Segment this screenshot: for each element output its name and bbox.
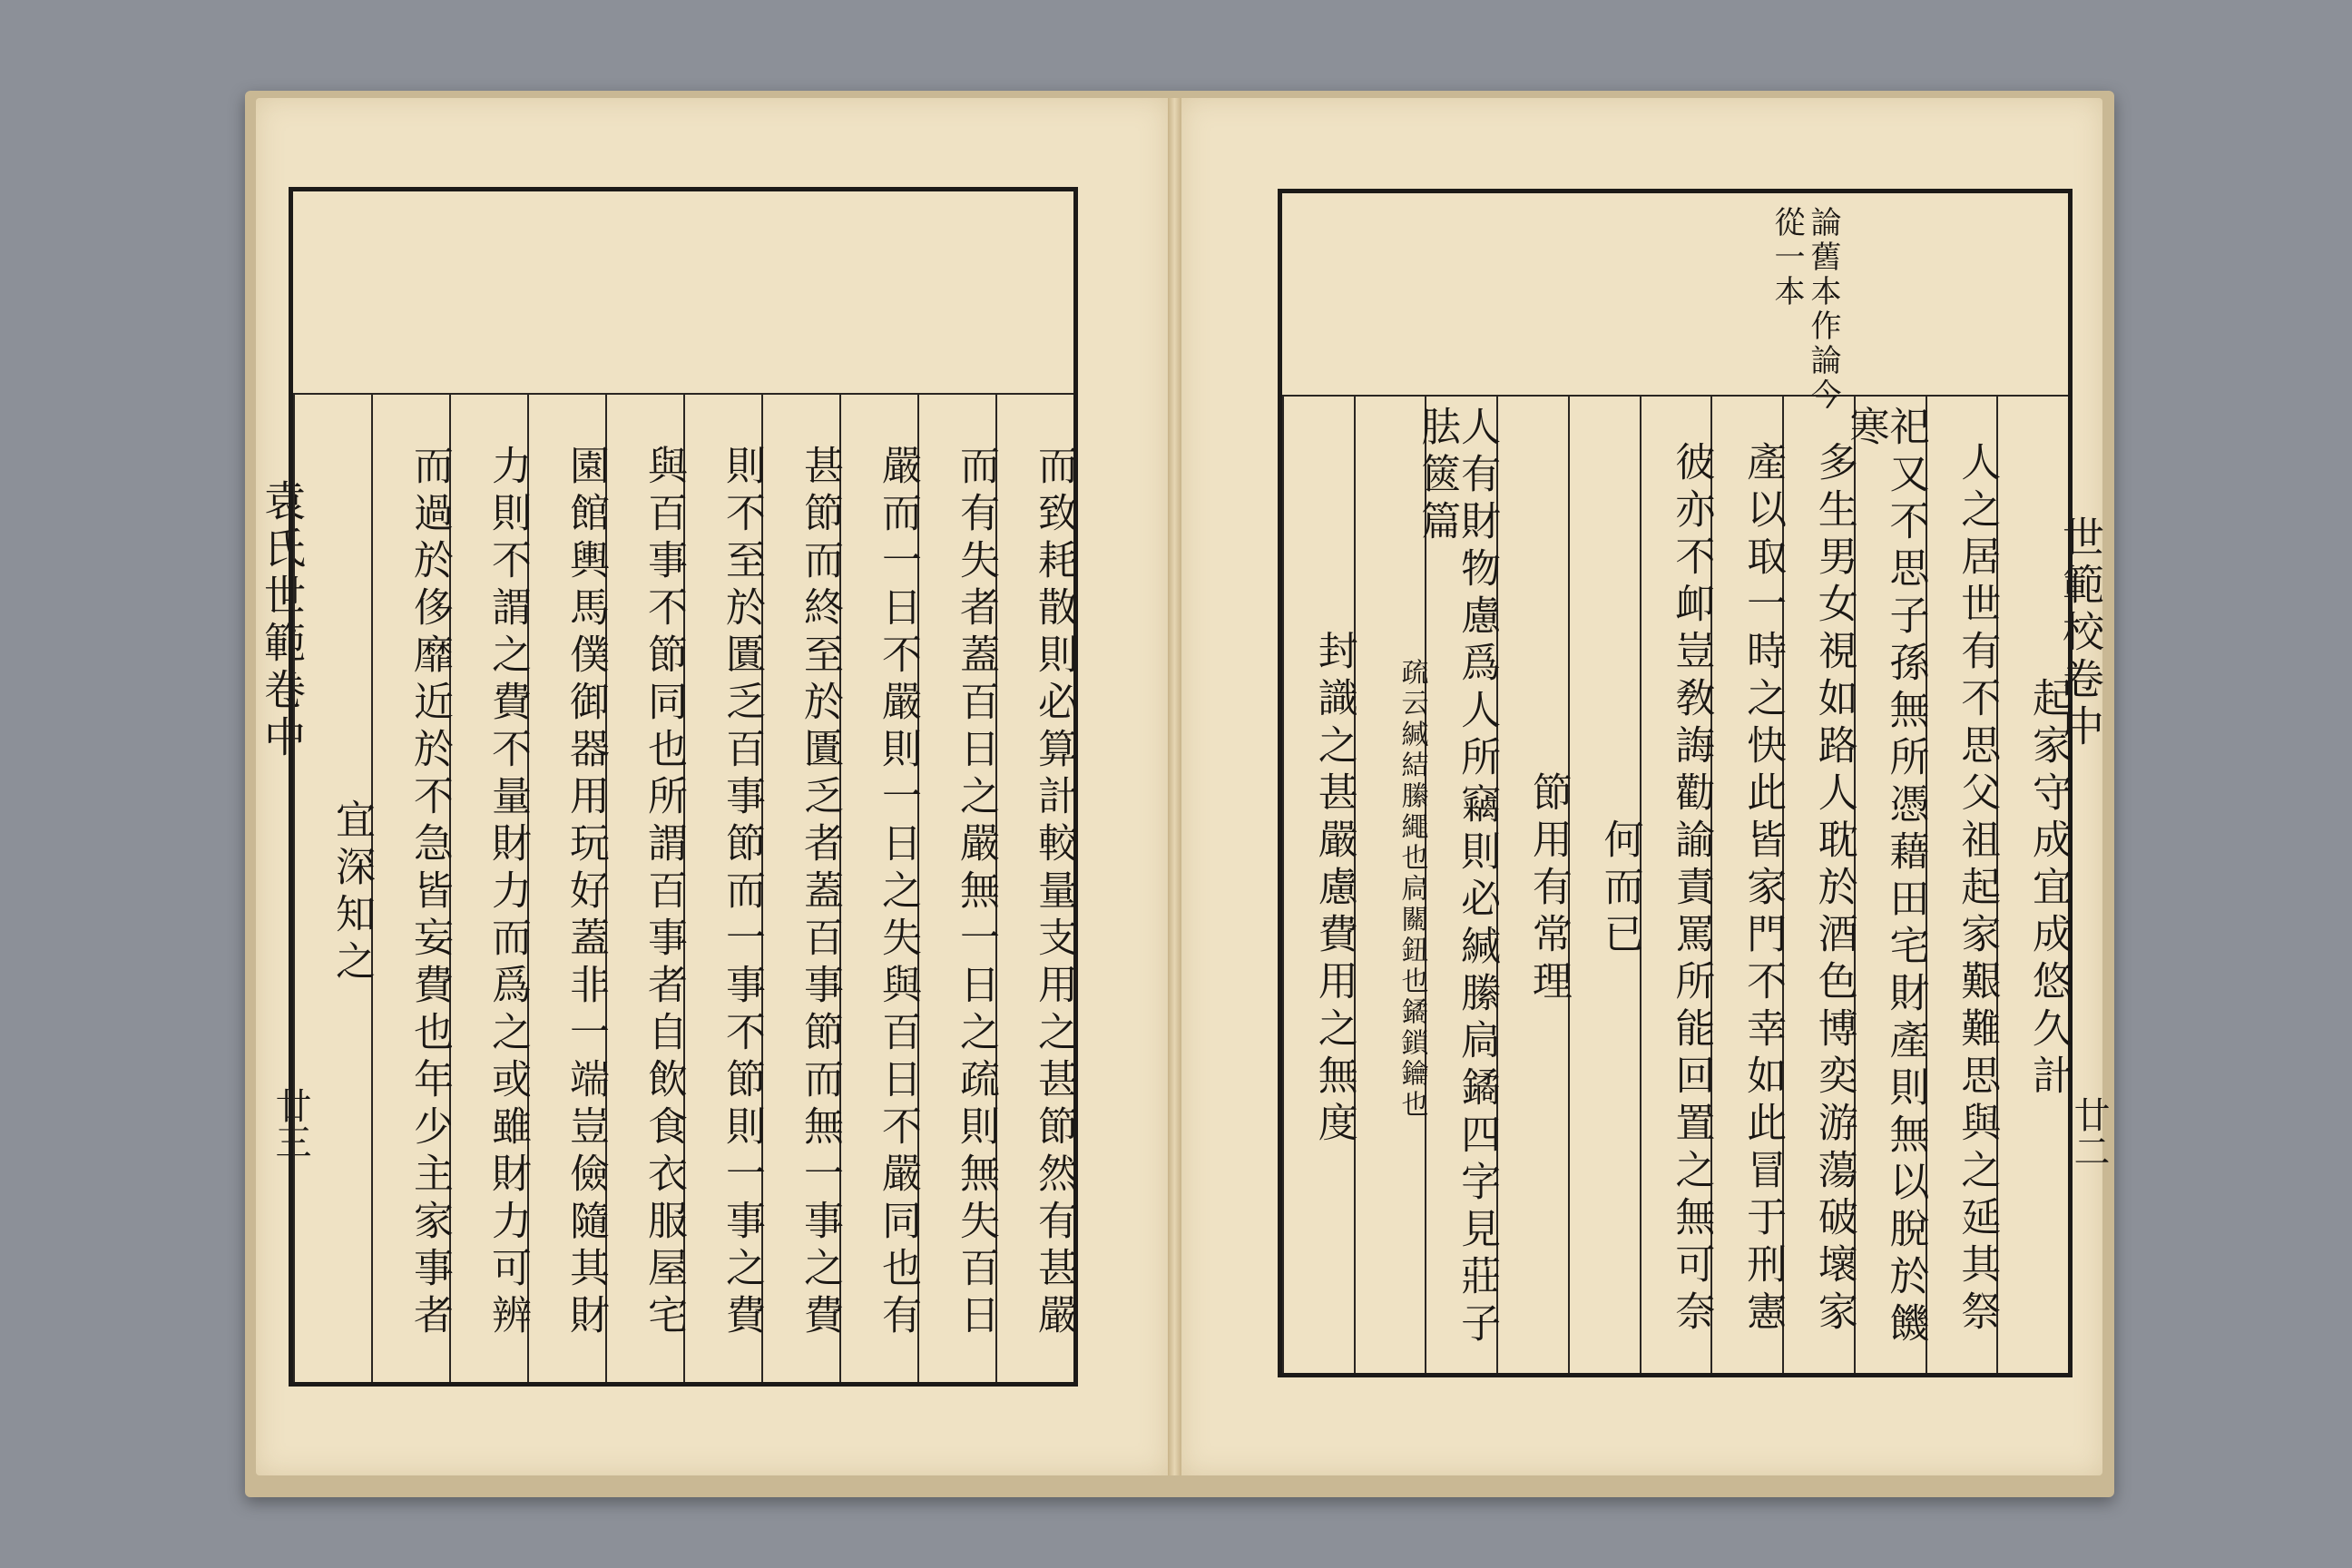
text-column: 起家守成宜成悠久計 [1996,395,2068,1373]
text-column: 而有失者蓋百日之嚴無一日之疏則無失百日 [917,393,995,1382]
text-column: 則不至於匱乏百事節而一事不節則一事之費 [683,393,761,1382]
head-note-line-1: 論舊本作論今 [1805,206,1841,413]
text-column: 與百事不節同也所謂百事者自飲食衣服屋宅 [605,393,683,1382]
text-column: 而過於侈靡近於不急皆妄費也年少主家事者 [371,393,449,1382]
text-column: 力則不謂之費不量財力而爲之或雖財力可辨 [449,393,527,1382]
text-column: 疏云緘結縢繩也扃關鈕也鐍鎖鑰也 [1354,395,1426,1373]
text-column: 節用有常理 [1496,395,1568,1373]
right-text-frame [1278,189,2073,1377]
left-page-number: 廿三 [270,1087,311,1160]
text-column: 嚴而一日不嚴則一日之失與百日不嚴同也有 [839,393,917,1382]
text-column: 多生男女視如路人耽於酒色博奕游蕩破壞家 [1782,395,1854,1373]
text-column: 封識之甚嚴慮費用之無度 [1282,395,1354,1373]
text-column: 何而已 [1568,395,1640,1373]
text-column: 宜深知之 [293,393,371,1382]
head-note-line-2: 從一本 [1769,206,1805,309]
text-column: 人有財物慮爲人所竊則必緘縢扃鐍四字見莊子胠篋篇 [1425,395,1496,1373]
text-column: 彼亦不卹豈敎誨勸諭責罵所能回置之無可奈 [1640,395,1711,1373]
right-header-band [1282,193,2068,397]
book-gutter [1168,98,1181,1475]
left-header-band [293,191,1073,395]
left-text-frame [289,187,1078,1387]
text-column: 而致耗散則必算計較量支用之甚節然有甚嚴 [995,393,1073,1382]
text-column: 產以取一時之快此皆家門不幸如此冒于刑憲 [1710,395,1782,1373]
right-page-margin-title: 世範校卷中 [2056,515,2105,751]
text-column: 人之居世有不思父祖起家艱難思與之延其祭 [1926,395,1997,1373]
text-column: 祀又不思子孫無所憑藉田宅財產則無以脫於饑寒 [1854,395,1926,1373]
text-column: 甚節而終至於匱乏者蓋百事節而無一事之費 [761,393,839,1382]
left-page-margin-title: 袁氏世範卷中 [258,479,307,762]
text-column: 園館輿馬僕御器用玩好蓋非一端豈儉隨其財 [527,393,605,1382]
right-page-number: 廿二 [2068,1096,2110,1169]
